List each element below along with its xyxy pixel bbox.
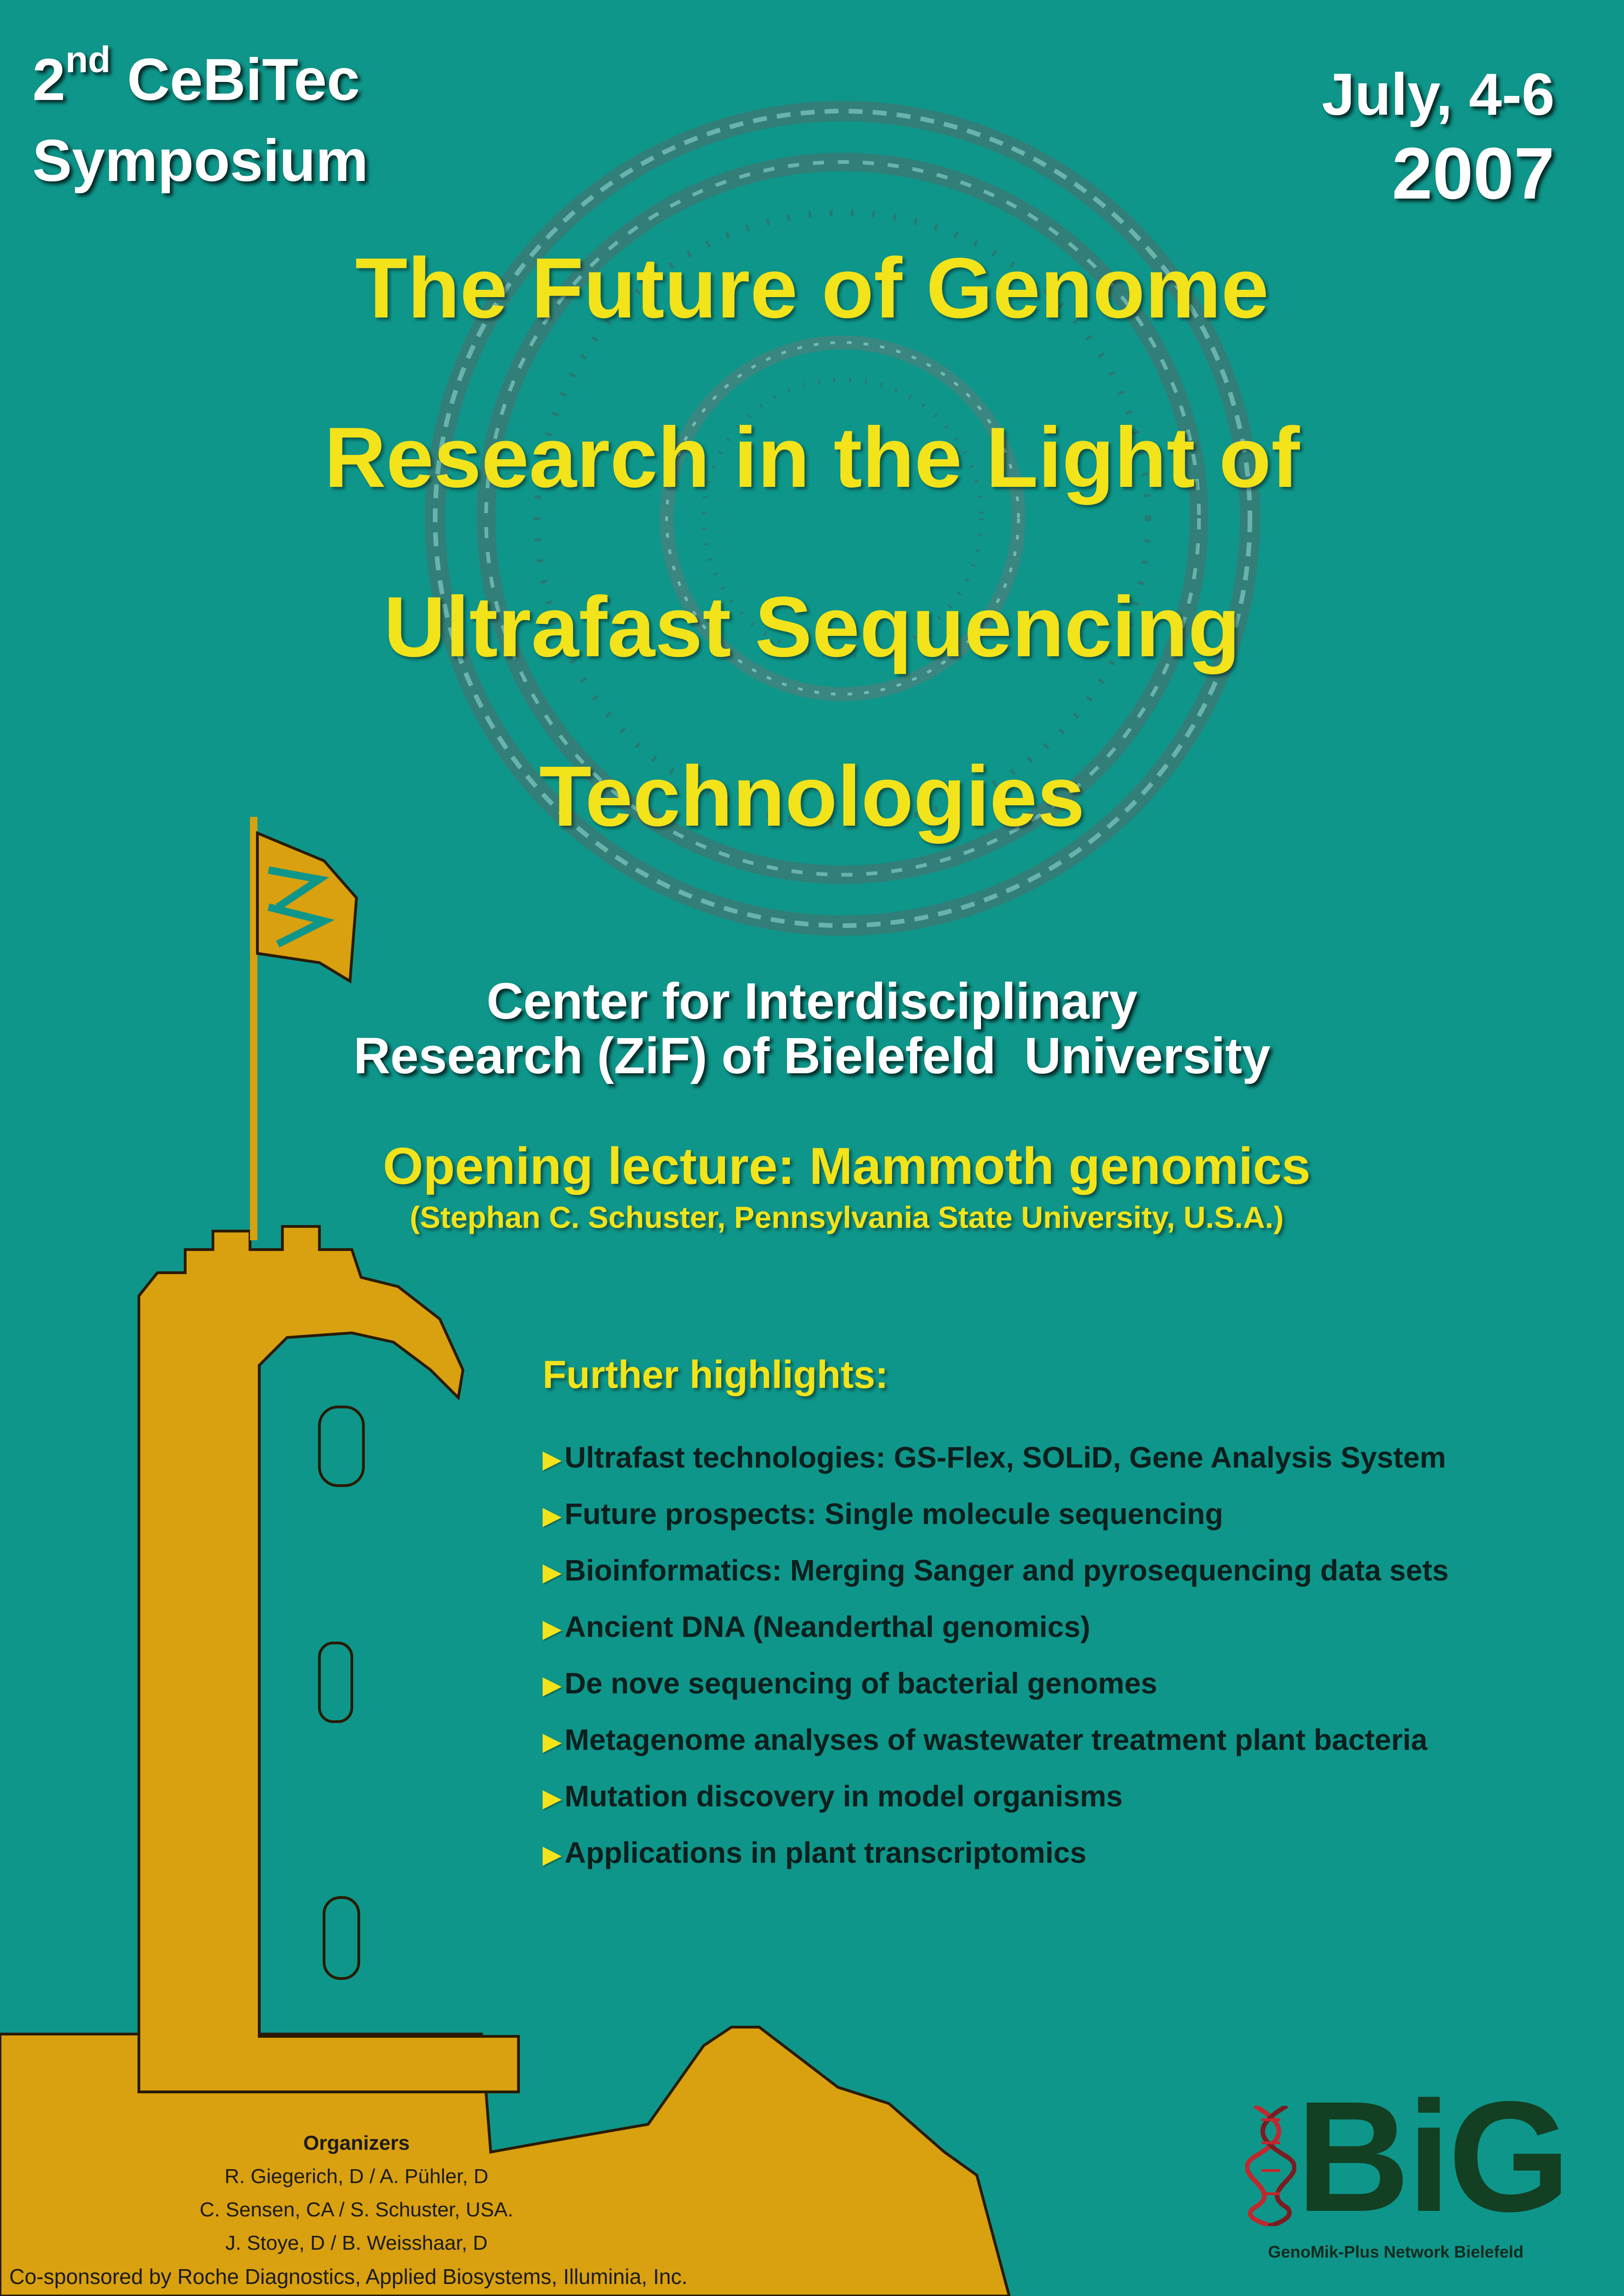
list-item: [543, 1712, 1449, 1769]
title-line: Research in the Light of: [324, 410, 1300, 505]
list-item: [543, 1543, 1449, 1599]
organizer-line: J. Stoye, D / B. Weisshaar, D: [225, 2232, 488, 2254]
cosponsors: Co-sponsored by Roche Diagnostics, Applied Biosystems, Illuminia, Inc.: [9, 2265, 688, 2289]
title-line: Ultrafast Sequencing: [383, 579, 1241, 675]
list-item: [543, 1599, 1449, 1656]
list-item: [543, 1487, 1449, 1543]
symposium-name: [32, 39, 369, 120]
symposium-header: [32, 39, 369, 201]
title-line: The Future of Genome: [355, 241, 1269, 336]
play-arrow-icon: ▶: [543, 1784, 562, 1812]
play-arrow-icon: ▶: [543, 1671, 562, 1699]
event-type: Symposium: [32, 128, 369, 194]
highlights-heading: Further highlights:: [543, 1353, 888, 1396]
poster-title: [0, 204, 1624, 881]
event-year: 2007: [1392, 133, 1555, 214]
big-logo-letters: BiG: [1296, 2069, 1568, 2245]
tower-window: [319, 1643, 352, 1722]
highlight-text: Applications in plant transcriptomics: [564, 1836, 1087, 1869]
organizers: [111, 2127, 602, 2260]
venue: [0, 974, 1624, 1083]
tower-window: [324, 1898, 359, 1979]
play-arrow-icon: ▶: [543, 1728, 562, 1755]
highlight-text: Ancient DNA (Neanderthal genomics): [564, 1610, 1091, 1643]
highlight-text: Mutation discovery in model organisms: [564, 1780, 1123, 1813]
venue-line: Research (ZiF) of Bielefeld University: [353, 1027, 1271, 1084]
event-name: CeBiTec: [127, 47, 360, 113]
highlight-text: Future prospects: Single molecule sequencing: [564, 1497, 1224, 1531]
tower-window: [319, 1407, 363, 1486]
play-arrow-icon: ▶: [543, 1841, 562, 1868]
opening-lecture-title: Opening lecture: Mammoth genomics: [383, 1137, 1311, 1195]
highlight-text: Bioinformatics: Merging Sanger and pyrosequencing data sets: [564, 1554, 1449, 1587]
list-item: [543, 1656, 1449, 1712]
organizer-line: C. Sensen, CA / S. Schuster, USA.: [200, 2198, 513, 2221]
play-arrow-icon: ▶: [543, 1502, 562, 1530]
play-arrow-icon: ▶: [543, 1558, 562, 1586]
dna-helix-icon: [1245, 2106, 1296, 2226]
play-arrow-icon: ▶: [543, 1445, 562, 1473]
list-item: [543, 1769, 1449, 1825]
highlight-text: Ultrafast technologies: GS-Flex, SOLiD, Gene Analysis System: [564, 1441, 1446, 1474]
big-network-logo: [1245, 2069, 1568, 2272]
list-item: [543, 1430, 1449, 1487]
highlights-list: [543, 1430, 1449, 1882]
highlight-text: De nove sequencing of bacterial genomes: [564, 1667, 1157, 1700]
list-item: [543, 1825, 1449, 1882]
organizer-line: R. Giegerich, D / A. Pühler, D: [225, 2165, 488, 2188]
highlight-text: Metagenome analyses of wastewater treatment plant bacteria: [564, 1723, 1428, 1756]
title-line: Technologies: [539, 749, 1085, 844]
organizers-heading: Organizers: [303, 2132, 410, 2154]
play-arrow-icon: ▶: [543, 1615, 562, 1643]
date-range: July, 4-6: [1322, 62, 1555, 128]
venue-line: Center for Interdisciplinary: [487, 973, 1137, 1030]
opening-lecture-speaker: (Stephan C. Schuster, Pennsylvania State University, U.S.A.): [410, 1200, 1284, 1234]
edition-number: 2: [32, 47, 66, 113]
event-date: [1322, 60, 1555, 218]
edition-suffix: nd: [65, 39, 111, 80]
big-logo-tagline: GenoMik-Plus Network Bielefeld: [1268, 2242, 1524, 2261]
